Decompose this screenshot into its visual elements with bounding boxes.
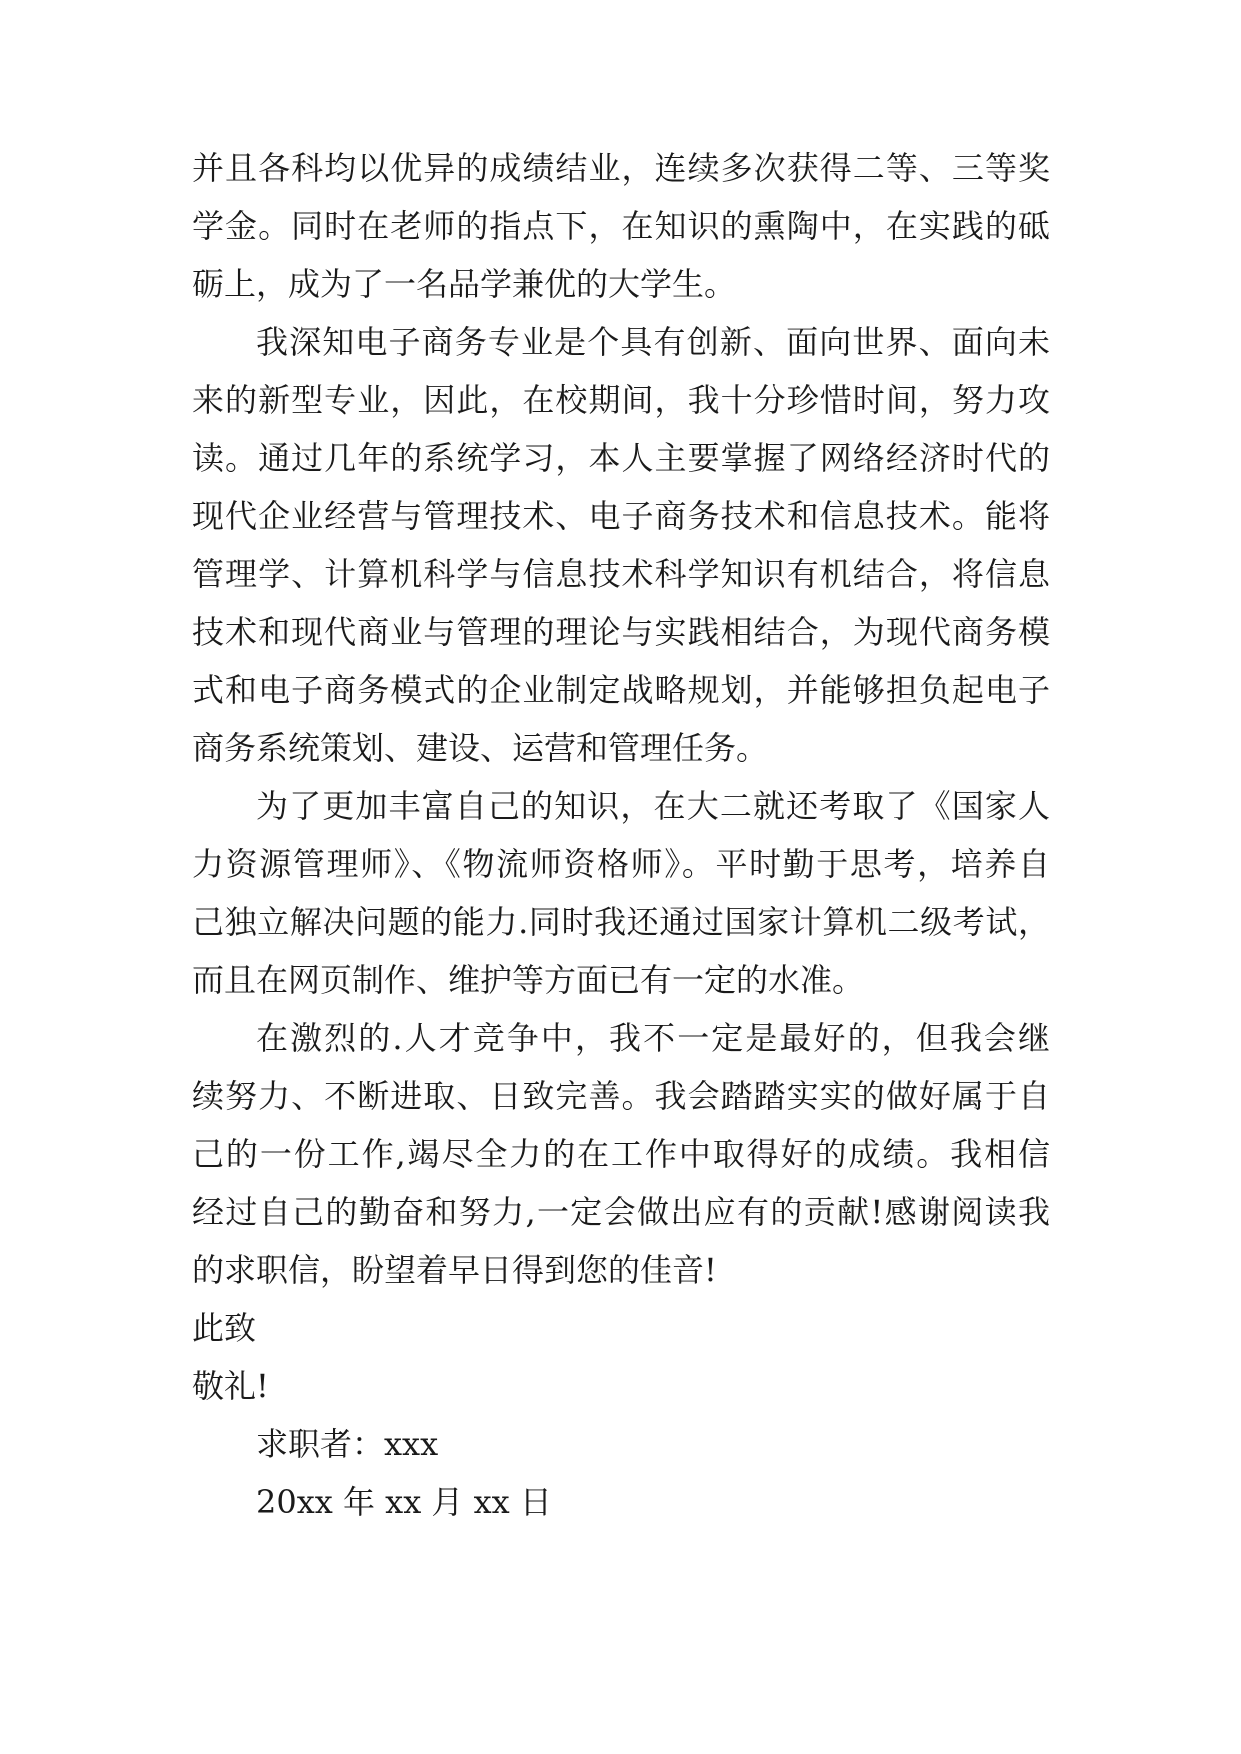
paragraph-1-line-3: 砺上，成为了一名品学兼优的大学生。 [192,265,737,303]
paragraph-4-line-5: 的求职信，盼望着早日得到您的佳音! [192,1251,717,1289]
paragraph-3-line-3: 己独立解决问题的能力.同时我还通过国家计算机二级考试， [192,903,1050,941]
paragraph-2-line-3: 读。通过几年的系统学习，本人主要掌握了网络经济时代的 [192,439,1050,477]
paragraph-2-line-5: 管理学、计算机科学与信息技术科学知识有机结合，将信息 [192,555,1050,593]
paragraph-4-line-2: 续努力、不断进取、日致完善。我会踏踏实实的做好属于自 [192,1077,1050,1115]
paragraph-2-line-1: 我深知电子商务专业是个具有创新、面向世界、面向未 [256,323,1050,361]
closing-line-1: 此致 [192,1309,257,1347]
closing-line-2: 敬礼! [192,1367,269,1405]
paragraph-2-line-7: 式和电子商务模式的企业制定战略规划，并能够担负起电子 [192,671,1050,709]
paragraph-1-line-2: 学金。同时在老师的指点下，在知识的熏陶中，在实践的砥 [192,207,1050,245]
paragraph-2-line-2: 来的新型专业，因此，在校期间，我十分珍惜时间，努力攻 [192,381,1050,419]
paragraph-4-line-1: 在激烈的.人才竞争中，我不一定是最好的，但我会继 [256,1019,1050,1057]
paragraph-4-line-3: 己的一份工作,竭尽全力的在工作中取得好的成绩。我相信 [192,1135,1050,1173]
signature-date: 20xx 年 xx 月 xx 日 [256,1483,552,1521]
paragraph-4-line-4: 经过自己的勤奋和努力,一定会做出应有的贡献!感谢阅读我 [192,1193,1050,1231]
signature-name: 求职者：xxx [256,1425,439,1463]
paragraph-2-line-6: 技术和现代商业与管理的理论与实践相结合，为现代商务模 [192,613,1050,651]
paragraph-3-line-1: 为了更加丰富自己的知识，在大二就还考取了《国家人 [256,787,1050,825]
paragraph-1-line-1: 并且各科均以优异的成绩结业，连续多次获得二等、三等奖 [192,149,1050,187]
paragraph-3-line-4: 而且在网页制作、维护等方面已有一定的水准。 [192,961,865,999]
paragraph-2-line-4: 现代企业经营与管理技术、电子商务技术和信息技术。能将 [192,497,1050,535]
paragraph-3-line-2: 力资源管理师》、《物流师资格师》。平时勤于思考，培养自 [192,845,1050,883]
paragraph-2-line-8: 商务系统策划、建设、运营和管理任务。 [192,729,769,767]
